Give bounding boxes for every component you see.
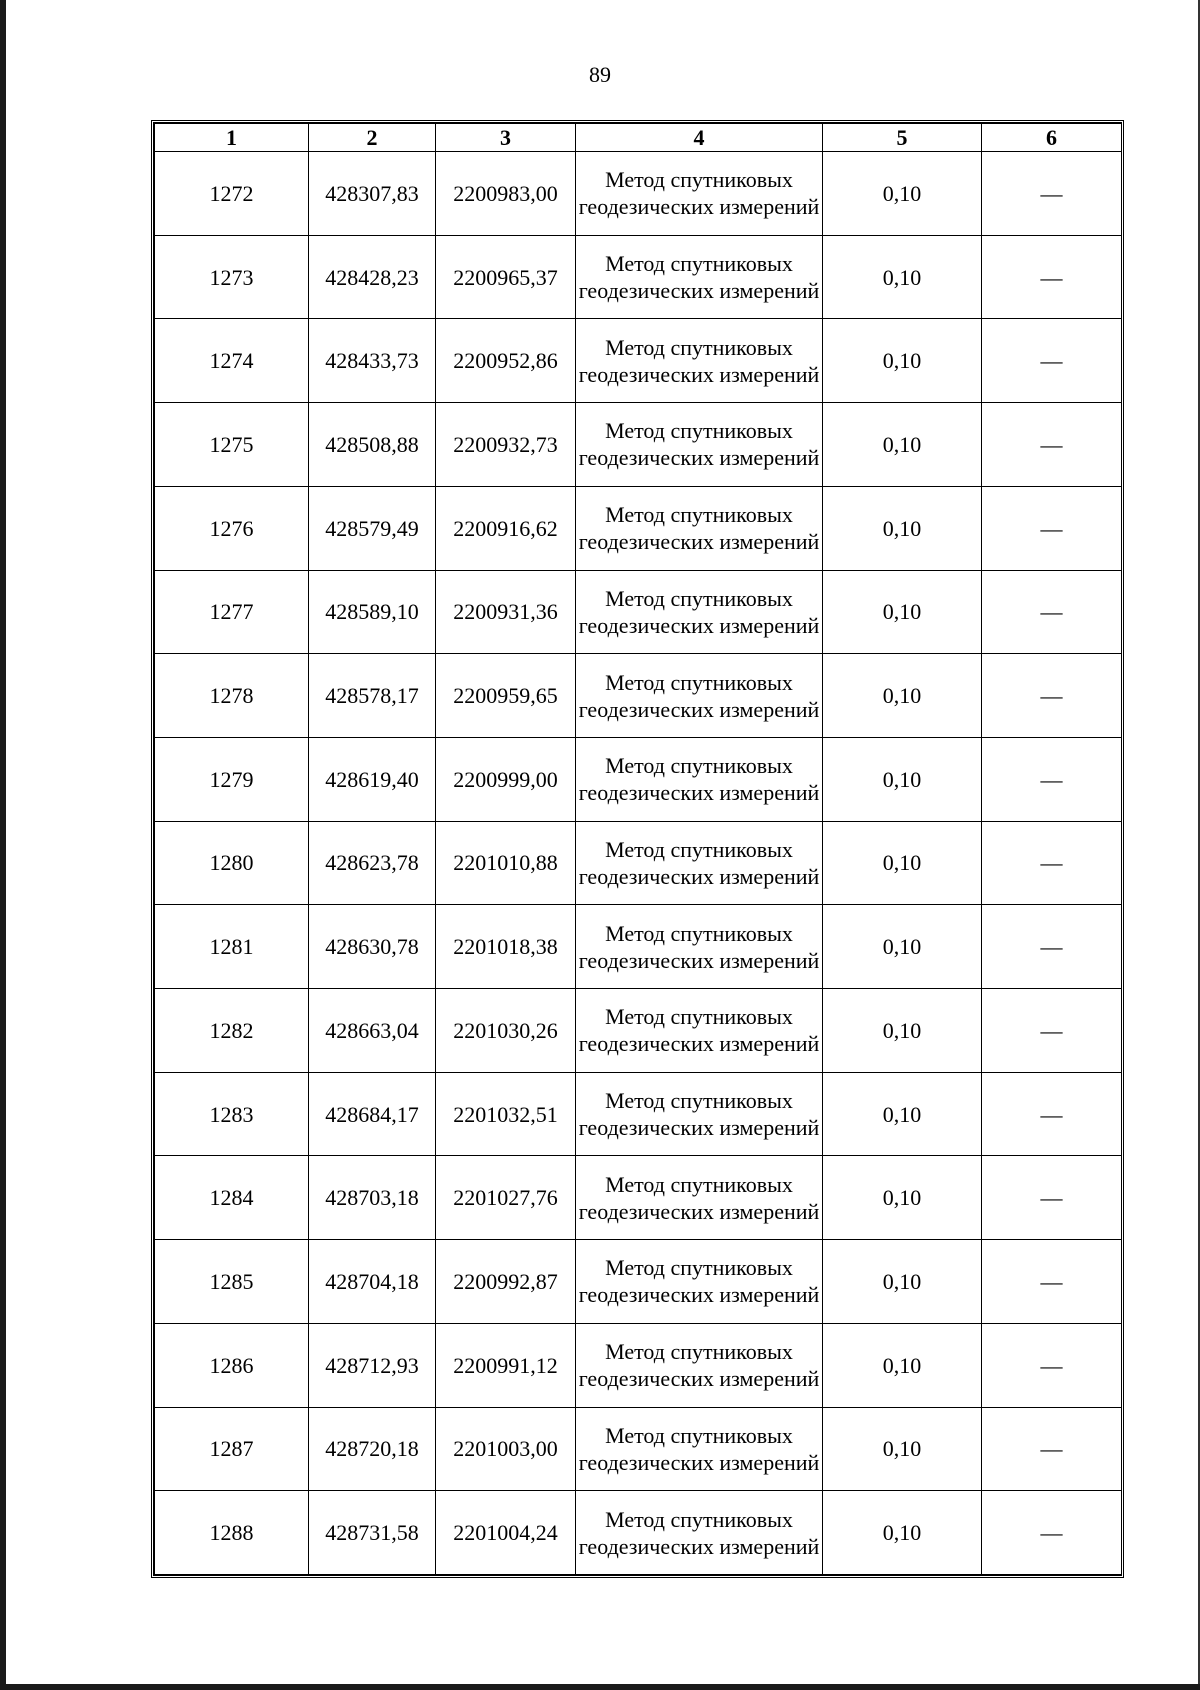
note-cell: — (982, 989, 1122, 1073)
point-number-cell: 1285 (155, 1240, 309, 1324)
header-cell-4: 4 (576, 124, 823, 152)
coordinate-y-cell: 2201004,24 (436, 1491, 576, 1575)
note-cell: — (982, 737, 1122, 821)
note-cell: — (982, 905, 1122, 989)
coordinate-y-cell: 2200932,73 (436, 403, 576, 487)
coordinate-y-cell: 2201003,00 (436, 1407, 576, 1491)
coordinate-x-cell: 428579,49 (309, 486, 436, 570)
accuracy-cell: 0,10 (823, 737, 982, 821)
method-cell: Метод спутниковых геодезических измерений (576, 152, 823, 236)
table-row (155, 152, 1122, 236)
accuracy-cell: 0,10 (823, 570, 982, 654)
coordinate-y-cell: 2200916,62 (436, 486, 576, 570)
header-cell-6: 6 (982, 124, 1122, 152)
note-cell: — (982, 1407, 1122, 1491)
table-row (155, 1072, 1122, 1156)
table-row (155, 403, 1122, 487)
method-cell: Метод спутниковых геодезических измерений (576, 486, 823, 570)
coordinate-y-cell: 2201032,51 (436, 1072, 576, 1156)
coordinate-x-cell: 428630,78 (309, 905, 436, 989)
method-cell: Метод спутниковых геодезических измерений (576, 235, 823, 319)
coordinate-y-cell: 2201030,26 (436, 989, 576, 1073)
accuracy-cell: 0,10 (823, 654, 982, 738)
coordinate-x-cell: 428433,73 (309, 319, 436, 403)
point-number-cell: 1281 (155, 905, 309, 989)
method-cell: Метод спутниковых геодезических измерений (576, 821, 823, 905)
page-number: 89 (589, 62, 611, 87)
coordinate-y-cell: 2200983,00 (436, 152, 576, 236)
table-row (155, 905, 1122, 989)
accuracy-cell: 0,10 (823, 1240, 982, 1324)
table-row (155, 1156, 1122, 1240)
accuracy-cell: 0,10 (823, 821, 982, 905)
table-row (155, 1240, 1122, 1324)
point-number-cell: 1274 (155, 319, 309, 403)
coordinate-y-cell: 2200931,36 (436, 570, 576, 654)
accuracy-cell: 0,10 (823, 403, 982, 487)
point-number-cell: 1277 (155, 570, 309, 654)
table-row (155, 235, 1122, 319)
table-row (155, 821, 1122, 905)
note-cell: — (982, 1323, 1122, 1407)
table-row (155, 989, 1122, 1073)
method-cell: Метод спутниковых геодезических измерений (576, 1072, 823, 1156)
header-cell-2: 2 (309, 124, 436, 152)
coordinate-x-cell: 428663,04 (309, 989, 436, 1073)
accuracy-cell: 0,10 (823, 152, 982, 236)
accuracy-cell: 0,10 (823, 319, 982, 403)
table-row (155, 570, 1122, 654)
table-row (155, 319, 1122, 403)
method-cell: Метод спутниковых геодезических измерений (576, 1323, 823, 1407)
coordinate-x-cell: 428578,17 (309, 654, 436, 738)
coordinates-table-frame (151, 120, 1124, 1578)
table-row (155, 737, 1122, 821)
note-cell: — (982, 570, 1122, 654)
table-header (155, 124, 1122, 152)
note-cell: — (982, 1491, 1122, 1575)
header-cell-3: 3 (436, 124, 576, 152)
point-number-cell: 1282 (155, 989, 309, 1073)
coordinate-x-cell: 428703,18 (309, 1156, 436, 1240)
note-cell: — (982, 319, 1122, 403)
coordinate-x-cell: 428428,23 (309, 235, 436, 319)
note-cell: — (982, 235, 1122, 319)
point-number-cell: 1279 (155, 737, 309, 821)
point-number-cell: 1276 (155, 486, 309, 570)
coordinate-x-cell: 428731,58 (309, 1491, 436, 1575)
note-cell: — (982, 152, 1122, 236)
accuracy-cell: 0,10 (823, 1072, 982, 1156)
point-number-cell: 1287 (155, 1407, 309, 1491)
coordinate-y-cell: 2200991,12 (436, 1323, 576, 1407)
method-cell: Метод спутниковых геодезических измерений (576, 737, 823, 821)
note-cell: — (982, 486, 1122, 570)
accuracy-cell: 0,10 (823, 486, 982, 570)
point-number-cell: 1284 (155, 1156, 309, 1240)
method-cell: Метод спутниковых геодезических измерений (576, 1240, 823, 1324)
coordinate-y-cell: 2200999,00 (436, 737, 576, 821)
method-cell: Метод спутниковых геодезических измерений (576, 1407, 823, 1491)
coordinate-y-cell: 2200952,86 (436, 319, 576, 403)
method-cell: Метод спутниковых геодезических измерений (576, 1156, 823, 1240)
header-row (155, 124, 1122, 152)
method-cell: Метод спутниковых геодезических измерений (576, 570, 823, 654)
table-row (155, 1323, 1122, 1407)
point-number-cell: 1273 (155, 235, 309, 319)
accuracy-cell: 0,10 (823, 1323, 982, 1407)
note-cell: — (982, 654, 1122, 738)
point-number-cell: 1280 (155, 821, 309, 905)
point-number-cell: 1278 (155, 654, 309, 738)
method-cell: Метод спутниковых геодезических измерений (576, 989, 823, 1073)
header-cell-5: 5 (823, 124, 982, 152)
coordinate-x-cell: 428623,78 (309, 821, 436, 905)
method-cell: Метод спутниковых геодезических измерений (576, 319, 823, 403)
header-cell-1: 1 (155, 124, 309, 152)
coordinate-x-cell: 428307,83 (309, 152, 436, 236)
point-number-cell: 1272 (155, 152, 309, 236)
coordinate-x-cell: 428720,18 (309, 1407, 436, 1491)
method-cell: Метод спутниковых геодезических измерений (576, 1491, 823, 1575)
coordinate-y-cell: 2201018,38 (436, 905, 576, 989)
accuracy-cell: 0,10 (823, 989, 982, 1073)
coordinate-y-cell: 2200959,65 (436, 654, 576, 738)
coordinate-x-cell: 428712,93 (309, 1323, 436, 1407)
accuracy-cell: 0,10 (823, 235, 982, 319)
table-row (155, 654, 1122, 738)
accuracy-cell: 0,10 (823, 905, 982, 989)
coordinate-x-cell: 428619,40 (309, 737, 436, 821)
scan-border-left (0, 0, 6, 1690)
note-cell: — (982, 1072, 1122, 1156)
point-number-cell: 1275 (155, 403, 309, 487)
coordinate-x-cell: 428704,18 (309, 1240, 436, 1324)
table-row (155, 1407, 1122, 1491)
point-number-cell: 1283 (155, 1072, 309, 1156)
coordinate-x-cell: 428589,10 (309, 570, 436, 654)
point-number-cell: 1288 (155, 1491, 309, 1575)
coordinate-x-cell: 428684,17 (309, 1072, 436, 1156)
accuracy-cell: 0,10 (823, 1156, 982, 1240)
coordinate-y-cell: 2201027,76 (436, 1156, 576, 1240)
method-cell: Метод спутниковых геодезических измерений (576, 905, 823, 989)
method-cell: Метод спутниковых геодезических измерений (576, 654, 823, 738)
note-cell: — (982, 821, 1122, 905)
scan-border-bottom (0, 1684, 1200, 1690)
note-cell: — (982, 1156, 1122, 1240)
point-number-cell: 1286 (155, 1323, 309, 1407)
coordinate-y-cell: 2200965,37 (436, 235, 576, 319)
coordinate-y-cell: 2200992,87 (436, 1240, 576, 1324)
coordinate-x-cell: 428508,88 (309, 403, 436, 487)
coordinate-y-cell: 2201010,88 (436, 821, 576, 905)
accuracy-cell: 0,10 (823, 1407, 982, 1491)
table-row (155, 486, 1122, 570)
table-body (155, 152, 1122, 1575)
note-cell: — (982, 1240, 1122, 1324)
coordinates-table (154, 123, 1122, 1575)
table-row (155, 1491, 1122, 1575)
note-cell: — (982, 403, 1122, 487)
method-cell: Метод спутниковых геодезических измерений (576, 403, 823, 487)
accuracy-cell: 0,10 (823, 1491, 982, 1575)
